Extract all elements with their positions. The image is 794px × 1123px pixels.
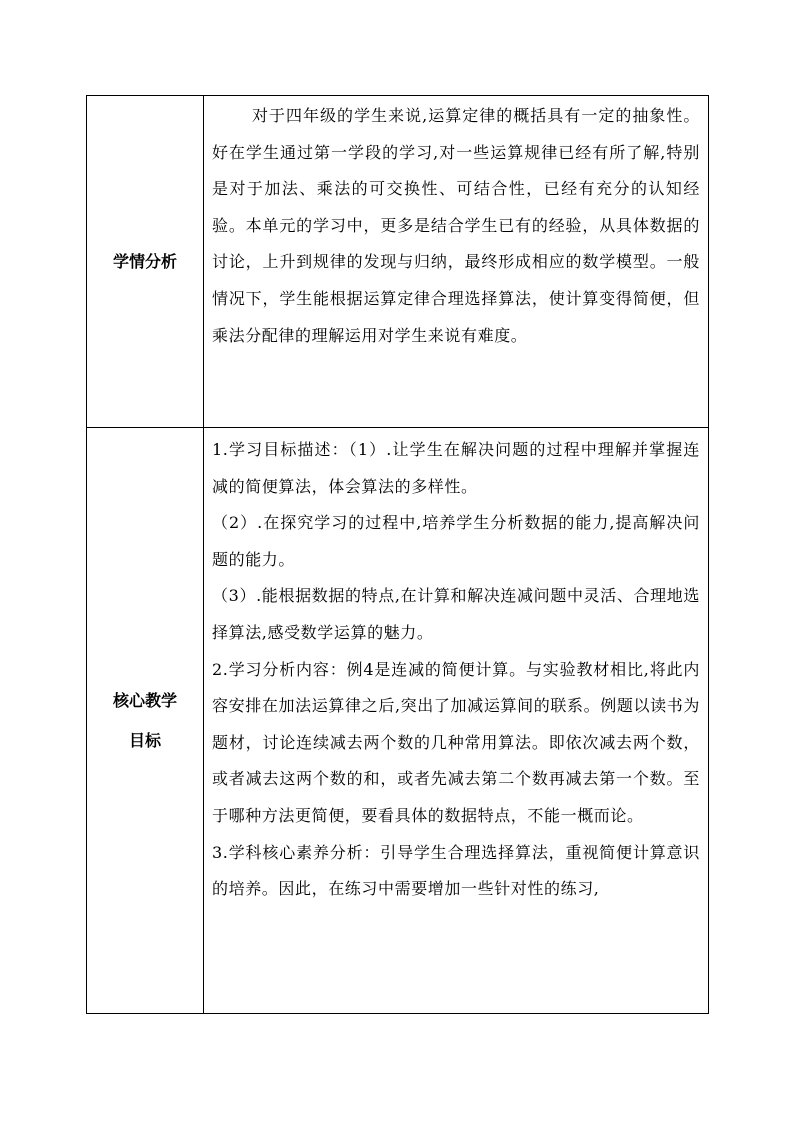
label-text-line2: 目标 bbox=[128, 730, 161, 750]
row-label-student-analysis bbox=[87, 96, 204, 428]
row-label-core-objectives bbox=[87, 428, 204, 1014]
row-content-core-objectives bbox=[204, 428, 709, 1014]
paragraph: 对于四年级的学生来说,运算定律的概括具有一定的抽象性。好在学生通过第一学段的学习,对一些运算规律已经有所了解,特别是对于加法、乘法的可交换性、可结合性，已经有充分的认知经验。本单元的学习中，更多是结合学生已有的经验，从具体数据的讨论，上升到规律的发现与归纳，最终形成相应的数学模型。一般情况下，学生能根据运算定律合理选择算法，使计算变得简便，但乘法分配律的理解运用对学生来说有难度。 bbox=[212, 106, 700, 345]
paragraph-objectives: 1.学习目标描述：（1）.让学生在解决问题的过程中理解并掌握连减的简便算法，体会算法的多样性。 bbox=[212, 440, 700, 496]
label-text: 学情分析 bbox=[112, 251, 177, 271]
table-row-student-analysis bbox=[87, 96, 709, 428]
paragraph-objective-2: （2）.在探究学习的过程中,培养学生分析数据的能力,提高解决问题的能力。 bbox=[212, 513, 700, 569]
paragraph-objective-3: （3）.能根据数据的特点,在计算和解决连减问题中灵活、合理地选择算法,感受数学运算的魅力。 bbox=[212, 586, 700, 642]
row-content-student-analysis bbox=[204, 96, 709, 428]
paragraph-content-analysis: 2.学习分析内容：例4是连减的简便计算。与实验教材相比,将此内容安排在加法运算律之后,突出了加减运算间的联系。例题以读书为题材，讨论连续减去两个数的几种常用算法。即依次减去两个数，或者减去这两个数的和，或者先减去第二个数再减去第一个数。至于哪种方法更简便，要看具体的数据特点，不能一概而论。 bbox=[212, 659, 700, 825]
paragraph-core-literacy: 3.学科核心素养分析：引导学生合理选择算法，重视简便计算意识的培养。因此，在练习中需要增加一些针对性的练习, bbox=[212, 842, 700, 899]
lesson-plan-table bbox=[86, 95, 709, 1014]
table-row-core-objectives bbox=[87, 428, 709, 1014]
label-text-line1: 核心教学 bbox=[112, 690, 177, 710]
